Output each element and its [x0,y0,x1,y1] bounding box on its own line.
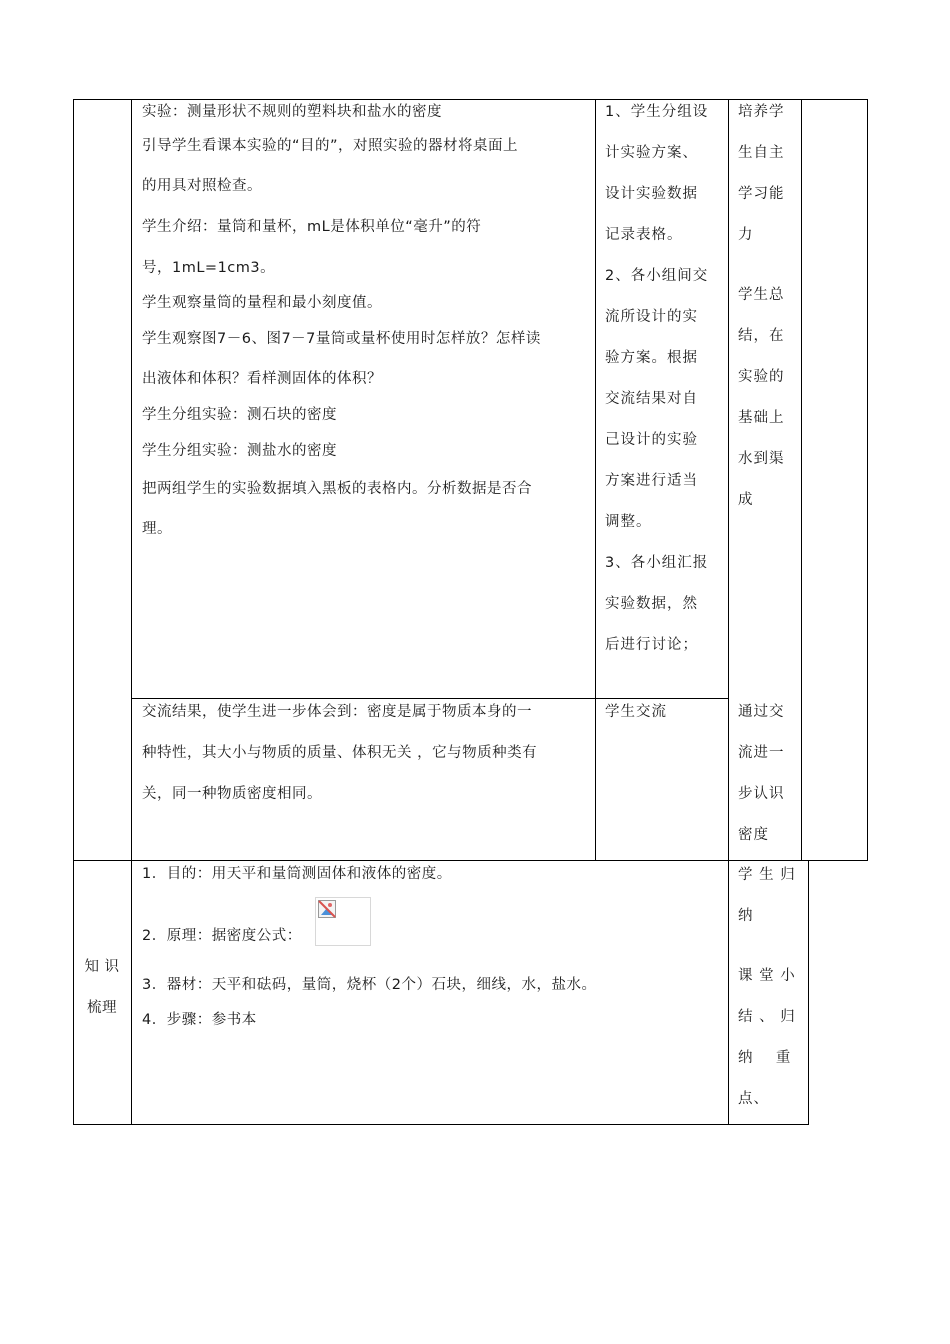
row1-teacher-line: 号，1mL=1cm3。 [142,260,276,276]
row1-intent-line: 学生总 [738,287,785,303]
row1-intent-line: 力 [738,227,754,243]
row1-student-line: 流所设计的实 [605,309,698,325]
row3-intent-line: 学 生 归 [738,867,796,883]
row2-intent-line: 步认识 [738,786,785,802]
row1-teacher-line: 学生介绍：量筒和量杯，mL是体积单位“毫升”的符 [142,219,482,235]
row1-student-line: 己设计的实验 [605,432,698,448]
row1-teacher-line: 学生分组实验：测石块的密度 [142,407,337,423]
row3-item: 2．原理：据密度公式： [142,928,302,944]
broken-image-icon [318,900,336,918]
row2-student-line: 学生交流 [605,704,667,720]
row1-teacher-line: 引导学生看课本实验的“目的”，对照实验的器材将桌面上 [142,138,519,154]
row3-intent-line: 结 、 归 [738,1009,796,1025]
row1-student-line: 实验数据，然 [605,596,698,612]
row3-intent-line: 课 堂 小 [738,968,796,984]
row1-student-line: 2、各小组间交 [605,268,709,284]
row3-intent-line: 纳 重 [738,1050,792,1066]
row1-student-line: 记录表格。 [605,227,683,243]
row3-content-cell [142,855,722,1037]
row2-intent-line: 通过交 [738,704,785,720]
row2-student-cell [605,692,725,733]
row1-student-line: 方案进行适当 [605,473,698,489]
row1-teacher-line: 学生分组实验：测盐水的密度 [142,443,337,459]
row1-intent-line: 基础上 [738,410,785,426]
row3-label-cell [73,947,131,1029]
row1-teacher-line: 学生观察图7－6、图7－7量筒或量杯使用时怎样放？怎样读 [142,331,541,347]
row1-intent-line: 成 [738,492,754,508]
row3-intent-line: 点、 [738,1091,769,1107]
row1-teacher-line: 的用具对照检查。 [142,178,262,194]
row1-teacher-line: 出液体和体积？看样测固体的体积？ [142,371,382,387]
row2-intent-line: 密度 [738,827,769,843]
row1-teacher-line: 实验：测量形状不规则的塑料块和盐水的密度 [142,104,442,120]
row1-intent-line: 学习能 [738,186,785,202]
row2-teacher-line: 交流结果，使学生进一步体会到：密度是属于物质本身的一 [142,704,532,720]
density-formula-image [315,897,371,946]
row1-student-cell [605,92,725,666]
row1-intent-line: 生自主 [738,145,785,161]
row1-student-line: 调整。 [605,514,652,530]
row1-intent-line: 实验的 [738,369,785,385]
row1-teacher-cell [142,98,592,550]
row1-teacher-line: 学生观察量筒的量程和最小刻度值。 [142,295,382,311]
row3-intent-cell [738,855,804,1120]
row3-item: 4．步骤：参书本 [142,1012,257,1028]
row1-intent-line: 结，在 [738,328,785,344]
row1-student-line: 交流结果对自 [605,391,698,407]
row1-student-line: 1、学生分组设 [605,104,709,120]
row1-student-line: 计实验方案、 [605,145,698,161]
row3-label-line: 梳理 [87,1000,117,1016]
row2-intent-cell [738,692,800,856]
row3-item: 3．器材：天平和砝码，量筒，烧杯（2个）石块，细线，水，盐水。 [142,977,597,993]
row2-intent-line: 流进一 [738,745,785,761]
row1-student-line: 后进行讨论； [605,637,698,653]
row1-student-line: 验方案。根据 [605,350,698,366]
row2-teacher-line: 种特性，其大小与物质的质量、体积无关 ，它与物质种类有 [142,745,538,761]
row1-teacher-line: 理。 [142,521,172,537]
row3-label-line: 知 识 [84,959,120,975]
row3-intent-line: 纳 [738,908,754,924]
row1-intent-cell [738,92,800,521]
row1-teacher-line: 把两组学生的实验数据填入黑板的表格内。分析数据是否合 [142,481,532,497]
row2-teacher-line: 关，同一种物质密度相同。 [142,786,322,802]
row1-intent-line: 培养学 [738,104,785,120]
row1-student-line: 3、各小组汇报 [605,555,709,571]
row2-teacher-cell [142,692,592,815]
row1-intent-line: 水到渠 [738,451,785,467]
row1-student-line: 设计实验数据 [605,186,698,202]
row3-item: 1．目的：用天平和量筒测固体和液体的密度。 [142,866,452,882]
